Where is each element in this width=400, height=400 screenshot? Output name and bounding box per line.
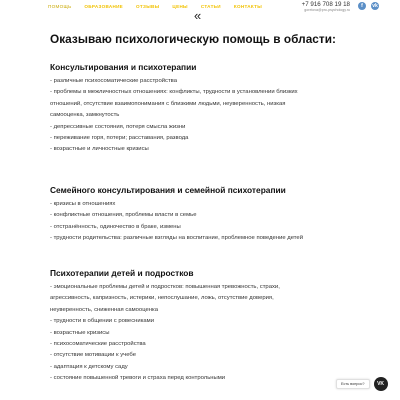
- nav-item-contacts[interactable]: КОНТАКТЫ: [233, 4, 263, 9]
- list-item: неуверенность, сниженная самооценка: [50, 306, 159, 313]
- nav-item-prices[interactable]: ЦЕНЫ: [172, 4, 188, 9]
- section-children: [50, 268, 280, 385]
- section-list: [50, 76, 298, 156]
- list-item: - различные психосоматические расстройства: [50, 78, 178, 84]
- section-counseling: [50, 62, 298, 156]
- nav-item-reviews[interactable]: ОТЗЫВЫ: [136, 4, 160, 9]
- nav-item-articles[interactable]: СТАТЬИ: [200, 4, 221, 9]
- section-title: Консультирования и психотерапии: [50, 62, 197, 72]
- list-item: - возрастные и личностные кризисы: [50, 146, 149, 153]
- list-item: самооценка, замкнутость: [50, 112, 120, 119]
- contact-block: [294, 1, 350, 12]
- list-item: - проблемы в межличностных отношениях: конфликты, трудности в установлении близких: [50, 89, 298, 96]
- list-item: агрессивность, капризность, истерики, непослушание, ложь, отсутствие доверия,: [50, 295, 274, 302]
- chat-widget: [336, 376, 388, 392]
- email-address[interactable]: gorelova@pro-psychology.ru: [304, 8, 350, 12]
- section-family: [50, 185, 303, 245]
- nav-item-help[interactable]: ПОМОЩЬ: [48, 4, 72, 9]
- list-item: отношений, отсутствие взаимопонимания с близкими людьми, неуверенность, низкая: [50, 100, 286, 107]
- phone-number[interactable]: +7 916 708 19 18: [301, 1, 350, 8]
- section-title: Психотерапии детей и подростков: [50, 268, 194, 278]
- list-item: - эмоциональные проблемы детей и подростков: повышенная тревожность, страхи,: [50, 284, 280, 290]
- list-item: - трудности родительства: различные взгляды на воспитание, проблемное поведение детей: [50, 235, 303, 242]
- list-item: - отсутствие мотивации к учебе: [50, 352, 137, 359]
- section-list: [50, 199, 303, 245]
- list-item: - переживание горя, потери; расставания, развода: [50, 135, 189, 142]
- list-item: - депрессивные состояния, потеря смысла жизни: [50, 123, 186, 130]
- vk-icon[interactable]: vk: [372, 3, 378, 9]
- vk-chat-button[interactable]: VK: [374, 377, 388, 391]
- facebook-icon[interactable]: f: [358, 2, 366, 10]
- list-item: - кризисы в отношениях: [50, 201, 116, 207]
- list-item: - состояние повышенной тревоги и страха перед контрольными: [50, 375, 226, 382]
- list-item: - трудности в общении с ровесниками: [50, 318, 155, 325]
- list-item: - конфликтные отношения, проблемы власти в семье: [50, 212, 197, 219]
- main-content: [50, 32, 370, 382]
- section-title: Семейного консультирования и семейной психотерапии: [50, 185, 286, 195]
- main-menu: [48, 0, 262, 13]
- page-title: Оказываю психологическую помощь в области:: [50, 32, 337, 46]
- list-item: - отстранённость, одиночество в браке, измены: [50, 223, 181, 230]
- list-item: - адаптация к детскому саду: [50, 363, 128, 370]
- list-item: - психосоматические расстройства: [50, 341, 146, 348]
- nav-item-education[interactable]: ОБРАЗОВАНИЕ: [84, 4, 124, 9]
- chat-prompt-label[interactable]: Есть вопрос?: [336, 379, 370, 389]
- section-list: [50, 282, 280, 385]
- list-item: - возрастные кризисы: [50, 329, 110, 336]
- scroll-up-chevron-icon[interactable]: «: [194, 8, 202, 23]
